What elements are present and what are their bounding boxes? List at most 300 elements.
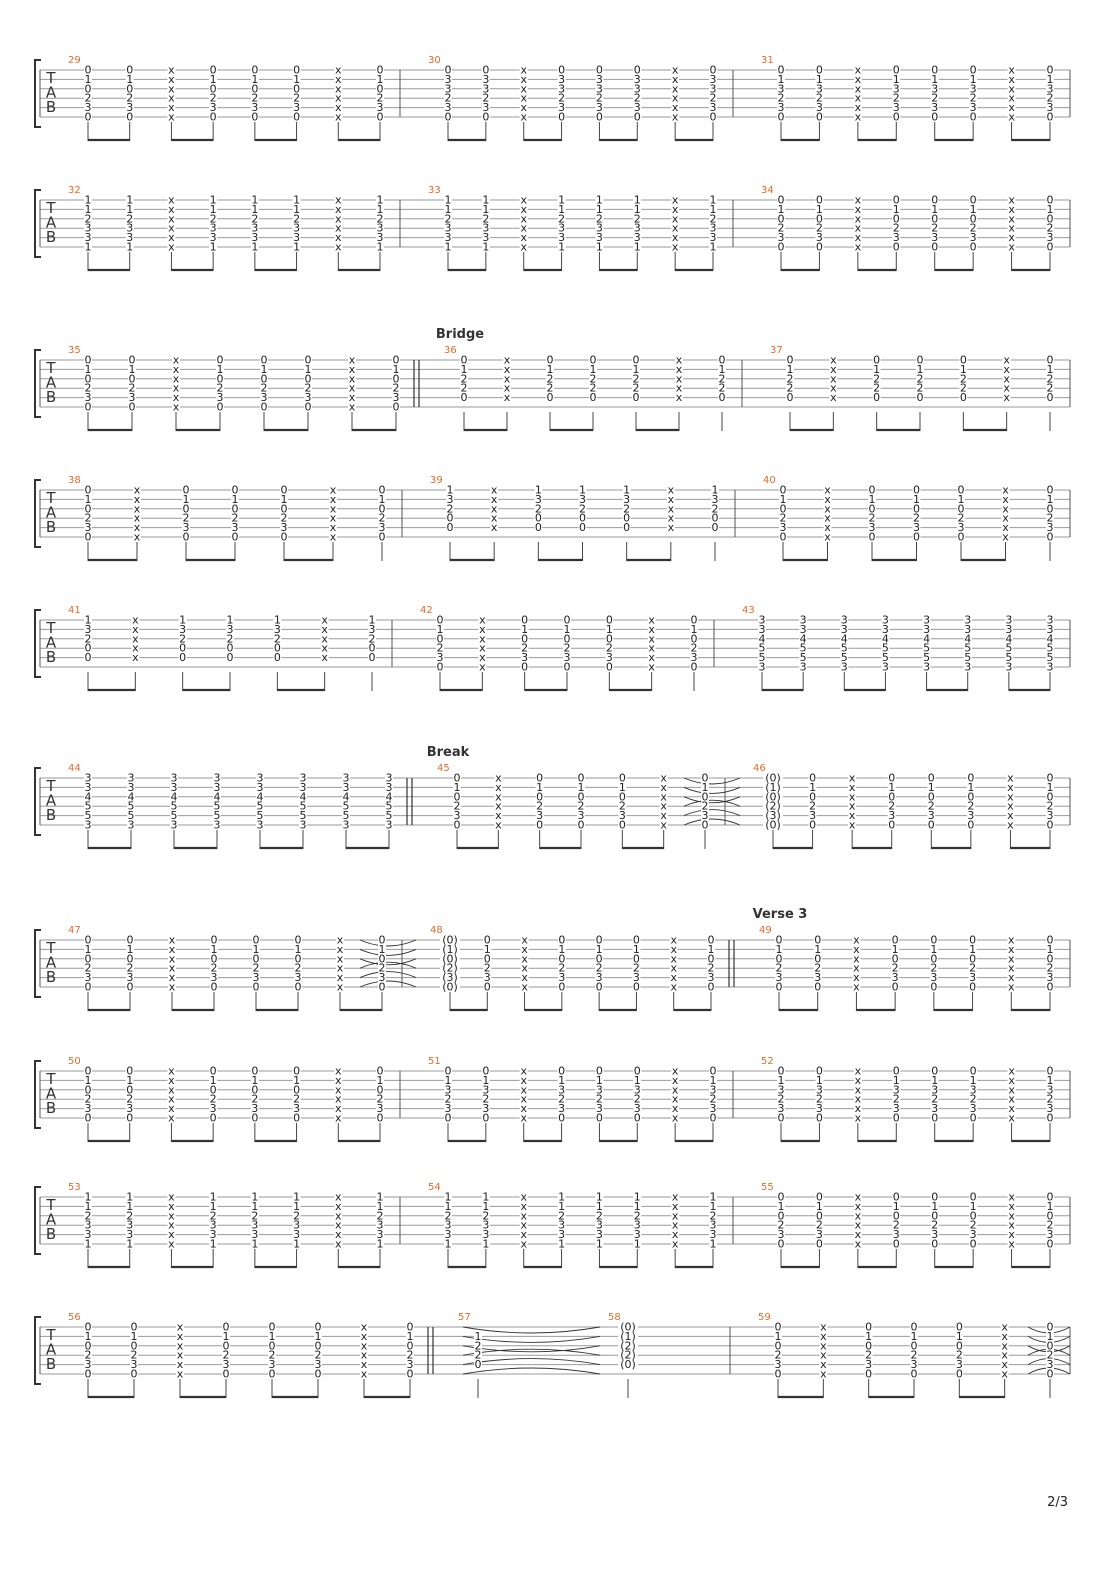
fret-number: 0: [910, 1367, 918, 1381]
fret-number: 3: [558, 1102, 566, 1116]
fret-number: 3: [774, 1358, 782, 1372]
fret-number: x: [648, 660, 655, 674]
fret-number: 1: [633, 1199, 641, 1213]
fret-number: 3: [1046, 82, 1054, 96]
measure-number: 35: [68, 345, 81, 356]
fret-number: 5: [342, 799, 350, 813]
fret-number: x: [479, 613, 486, 627]
fret-number: 0: [969, 193, 977, 207]
fret-number: 3: [534, 492, 542, 506]
fret-number: 0: [969, 952, 977, 966]
fret-number: 2: [814, 961, 822, 975]
fret-number: 2: [711, 502, 719, 516]
fret-number: 0: [209, 1083, 217, 1097]
fret-number: 0: [701, 771, 709, 785]
fret-number: x: [335, 202, 342, 216]
fret-number: x: [503, 353, 511, 367]
fret-number: x: [335, 72, 342, 86]
fret-number: x: [1008, 1228, 1015, 1242]
fret-number: 0: [707, 933, 715, 947]
fret-number: 0: [595, 933, 603, 947]
measure-number: 56: [68, 1312, 81, 1323]
fret-number: 4: [256, 790, 264, 804]
fret-number: x: [854, 202, 862, 216]
fret-number: x: [520, 1228, 527, 1242]
fret-number: x: [854, 193, 862, 207]
fret-number: x: [671, 63, 679, 77]
fret-number: 3: [126, 1218, 134, 1232]
fret-number: 3: [294, 971, 302, 985]
fret-number: 3: [969, 971, 977, 985]
fret-number: 3: [84, 391, 92, 405]
fret-number: 5: [923, 651, 931, 665]
fret-number: 0: [222, 1339, 230, 1353]
fret-number: x: [853, 980, 860, 994]
fret-number: 3: [256, 771, 264, 785]
fret-number: 0: [618, 790, 626, 804]
fret-number: 3: [482, 1083, 490, 1097]
fret-number: 1: [268, 1329, 276, 1343]
tab-system: [35, 185, 1070, 271]
fret-number: x: [854, 63, 862, 77]
fret-number: 0: [605, 660, 613, 674]
fret-number: 0: [84, 1367, 92, 1381]
fret-number: 3: [913, 521, 920, 535]
tab-system: [35, 907, 1070, 1011]
fret-number: x: [168, 942, 176, 956]
fret-number: 3: [758, 622, 766, 636]
fret-number: 0: [957, 530, 965, 544]
fret-number: 0: [231, 530, 239, 544]
fret-number: 3: [558, 1218, 566, 1232]
fret-number: 0: [589, 353, 597, 367]
fret-number: 1: [226, 613, 234, 627]
fret-number: 0: [969, 63, 977, 77]
fret-number: x: [854, 1228, 862, 1242]
fret-number: 0: [1046, 952, 1054, 966]
fret-number: 0: [182, 502, 190, 516]
fret-number: x: [820, 1358, 827, 1372]
fret-number: x: [168, 1218, 175, 1232]
fret-number: 0: [260, 400, 268, 414]
fret-number: 3: [709, 101, 717, 115]
fret-number: 1: [209, 1237, 217, 1251]
fret-number: 2: [892, 1092, 900, 1106]
fret-number: 0: [927, 771, 935, 785]
fret-number: x: [671, 1228, 679, 1242]
fret-number: x: [335, 63, 342, 77]
fret-number: 2: [251, 91, 259, 105]
fret-number: 3: [209, 221, 217, 235]
fret-number: 0: [453, 818, 461, 832]
fret-number: 1: [709, 1190, 717, 1204]
fret-number: 1: [209, 1190, 217, 1204]
fret-number: 2: [1046, 1092, 1054, 1106]
fret-number: 3: [482, 72, 490, 86]
fret-number: 2: [376, 91, 384, 105]
fret-number: x: [520, 82, 527, 96]
fret-number: 2: [632, 381, 640, 395]
fret-number: 2: [182, 511, 190, 525]
measure-number: 31: [761, 55, 774, 66]
fret-number: 3: [342, 771, 350, 785]
fret-number: 0: [632, 980, 640, 994]
fret-number: 0: [1046, 240, 1054, 254]
fret-number: 0: [701, 818, 709, 832]
fret-number: 3: [376, 1228, 384, 1242]
fret-number: x: [848, 799, 856, 813]
fret-number: 3: [814, 971, 822, 985]
fret-number: 3: [892, 1102, 900, 1116]
fret-number: 0: [392, 372, 400, 386]
fret-number: x: [176, 1329, 184, 1343]
fret-number: 1: [126, 202, 134, 216]
fret-number: 4: [840, 632, 848, 646]
fret-number: 3: [84, 780, 92, 794]
fret-number: x: [520, 1102, 527, 1116]
fret-number: 2: [126, 961, 134, 975]
fret-number: 1: [209, 1073, 217, 1087]
measure-number: 42: [420, 605, 433, 616]
fret-number: 0: [563, 632, 571, 646]
tab-clef-letter: T: [46, 777, 56, 795]
fret-number: 1: [521, 622, 529, 636]
fret-number: 2: [444, 212, 452, 226]
fret-number: (3): [442, 971, 458, 985]
fret-number: 1: [888, 780, 896, 794]
fret-number: 3: [482, 1218, 490, 1232]
fret-number: 0: [967, 771, 975, 785]
fret-number: 0: [294, 952, 302, 966]
fret-number: 0: [632, 933, 640, 947]
fret-number: x: [824, 483, 831, 497]
fret-number: 1: [84, 72, 92, 86]
fret-number: 3: [482, 101, 490, 115]
fret-number: 3: [127, 818, 135, 832]
fret-number: 0: [931, 193, 939, 207]
tab-clef-letter: B: [45, 98, 57, 116]
fret-number: 2: [558, 1092, 566, 1106]
fret-number: x: [479, 622, 486, 636]
fret-number: x: [168, 961, 176, 975]
fret-number: 3: [213, 818, 221, 832]
fret-number: 1: [252, 942, 260, 956]
fret-number: x: [520, 63, 527, 77]
fret-number: (1): [765, 780, 781, 794]
fret-number: 1: [595, 202, 603, 216]
fret-number: 0: [969, 1064, 977, 1078]
fret-number: 3: [927, 809, 935, 823]
fret-number: 3: [595, 1228, 603, 1242]
fret-number: (0): [442, 933, 458, 947]
fret-number: 0: [774, 1320, 782, 1334]
fret-number: x: [670, 933, 677, 947]
fret-number: 1: [777, 1073, 785, 1087]
fret-number: x: [495, 790, 502, 804]
fret-number: 0: [84, 353, 92, 367]
measure-number: 54: [428, 1182, 441, 1193]
tab-clef-letter: B: [45, 228, 57, 246]
fret-number: 0: [293, 110, 301, 124]
fret-number: 1: [534, 483, 542, 497]
measure-number: 39: [430, 475, 443, 486]
fret-number: x: [132, 641, 139, 655]
fret-number: 1: [595, 1237, 603, 1251]
fret-number: x: [168, 72, 175, 86]
fret-number: 1: [84, 202, 92, 216]
fret-number: 1: [913, 492, 920, 506]
fret-number: 0: [84, 110, 92, 124]
fret-number: 3: [777, 1083, 785, 1097]
fret-number: x: [1001, 1358, 1008, 1372]
fret-number: 0: [595, 980, 603, 994]
fret-number: 1: [378, 942, 386, 956]
fret-number: 3: [293, 221, 301, 235]
fret-number: x: [1002, 502, 1009, 516]
fret-number: 4: [213, 790, 221, 804]
fret-number: 1: [280, 492, 288, 506]
fret-number: 0: [84, 483, 92, 497]
fret-number: x: [824, 511, 831, 525]
fret-number: 1: [209, 72, 217, 86]
fret-number: 0: [216, 372, 224, 386]
fret-number: 3: [1046, 1083, 1054, 1097]
fret-number: x: [495, 780, 502, 794]
fret-number: 0: [268, 1320, 276, 1334]
fret-number: 2: [482, 91, 490, 105]
fret-number: x: [671, 1218, 679, 1232]
fret-number: 2: [483, 961, 491, 975]
fret-number: 3: [256, 780, 264, 794]
fret-number: 0: [930, 933, 938, 947]
fret-number: x: [132, 613, 139, 627]
fret-number: 2: [595, 1209, 603, 1223]
fret-number: 2: [718, 381, 726, 395]
fret-number: 0: [892, 63, 900, 77]
fret-number: 0: [128, 353, 136, 367]
fret-number: 1: [483, 942, 491, 956]
fret-number: x: [176, 1358, 184, 1372]
fret-number: 0: [406, 1339, 414, 1353]
fret-number: 2: [777, 1092, 785, 1106]
fret-number: 3: [84, 1102, 92, 1116]
fret-number: (0): [765, 771, 781, 785]
fret-number: 3: [385, 771, 393, 785]
fret-number: 3: [623, 492, 631, 506]
fret-number: 0: [444, 110, 452, 124]
fret-number: x: [336, 933, 344, 947]
fret-number: 3: [314, 1358, 322, 1372]
fret-number: 0: [84, 980, 92, 994]
fret-number: x: [321, 622, 328, 636]
fret-number: 2: [179, 632, 187, 646]
fret-number: x: [854, 1083, 862, 1097]
fret-number: 2: [558, 961, 566, 975]
fret-number: 0: [957, 483, 965, 497]
fret-number: 1: [809, 780, 817, 794]
fret-number: 2: [595, 212, 603, 226]
fret-number: x: [335, 1218, 342, 1232]
fret-number: 1: [1046, 1329, 1054, 1343]
fret-number: x: [854, 1190, 862, 1204]
fret-number: 0: [376, 1111, 384, 1125]
fret-number: 3: [84, 818, 92, 832]
fret-number: 2: [815, 91, 823, 105]
fret-number: 3: [376, 231, 384, 245]
fret-number: 0: [1046, 483, 1054, 497]
fret-number: 2: [969, 91, 977, 105]
fret-number: 0: [460, 391, 468, 405]
fret-number: 2: [709, 1209, 717, 1223]
fret-number: 2: [1046, 511, 1054, 525]
fret-number: 0: [376, 82, 384, 96]
fret-number: 2: [453, 799, 461, 813]
fret-number: 3: [209, 1102, 217, 1116]
fret-number: 2: [126, 1209, 134, 1223]
fret-number: 2: [268, 1348, 276, 1362]
fret-number: x: [1003, 362, 1010, 376]
fret-number: x: [1008, 933, 1015, 947]
fret-number: x: [335, 1209, 342, 1223]
fret-number: 3: [633, 1218, 641, 1232]
fret-number: 0: [216, 400, 224, 414]
fret-number: 0: [280, 502, 288, 516]
tab-clef-letter: B: [45, 1355, 57, 1373]
tab-clef-letter: B: [45, 388, 57, 406]
fret-number: 1: [595, 1190, 603, 1204]
fret-number: 2: [595, 91, 603, 105]
fret-number: x: [479, 660, 486, 674]
fret-number: 2: [809, 799, 817, 813]
fret-number: 2: [378, 511, 386, 525]
fret-number: x: [335, 110, 342, 124]
fret-number: 3: [293, 231, 301, 245]
fret-number: 0: [294, 933, 302, 947]
fret-number: 1: [474, 1329, 482, 1343]
fret-number: 2: [1046, 381, 1054, 395]
fret-number: 3: [378, 971, 386, 985]
fret-number: 2: [446, 502, 454, 516]
fret-number: 4: [127, 790, 135, 804]
fret-number: 1: [957, 492, 965, 506]
fret-number: 2: [460, 372, 468, 386]
fret-number: x: [1008, 1073, 1015, 1087]
fret-number: 0: [959, 391, 967, 405]
fret-number: 2: [892, 1218, 900, 1232]
fret-number: 3: [709, 231, 717, 245]
fret-number: x: [520, 193, 527, 207]
fret-number: 3: [931, 1228, 939, 1242]
fret-number: 0: [1046, 818, 1054, 832]
fret-number: 1: [536, 780, 544, 794]
fret-number: 0: [251, 1064, 259, 1078]
fret-number: x: [648, 651, 655, 665]
fret-number: 3: [595, 221, 603, 235]
fret-number: x: [520, 231, 527, 245]
fret-number: 1: [446, 483, 454, 497]
fret-number: 0: [774, 1339, 782, 1353]
fret-number: 2: [209, 212, 217, 226]
fret-number: 0: [633, 110, 641, 124]
fret-number: 2: [777, 91, 785, 105]
fret-number: x: [168, 1073, 175, 1087]
fret-number: x: [1008, 91, 1015, 105]
fret-number: 3: [758, 613, 766, 627]
measure-number: 59: [758, 1312, 771, 1323]
fret-number: x: [670, 971, 677, 985]
fret-number: x: [132, 651, 139, 665]
fret-number: x: [335, 1092, 342, 1106]
fret-number: x: [168, 933, 176, 947]
fret-number: 3: [633, 72, 641, 86]
fret-number: x: [336, 971, 344, 985]
fret-number: 2: [589, 381, 597, 395]
fret-number: 3: [293, 1228, 301, 1242]
fret-number: x: [133, 521, 141, 535]
fret-number: 1: [1046, 942, 1054, 956]
fret-number: x: [336, 952, 344, 966]
fret-number: 3: [482, 221, 490, 235]
fret-number: 1: [179, 613, 187, 627]
fret-number: 0: [84, 651, 92, 665]
fret-number: 2: [969, 221, 977, 235]
fret-number: 2: [927, 799, 935, 813]
fret-number: x: [348, 362, 356, 376]
fret-number: 0: [84, 933, 92, 947]
fret-number: 1: [815, 1073, 823, 1087]
fret-number: 1: [814, 942, 822, 956]
fret-number: x: [176, 1339, 184, 1353]
fret-number: 3: [216, 391, 224, 405]
fret-number: 0: [779, 483, 787, 497]
fret-number: x: [660, 771, 667, 785]
fret-number: 0: [910, 1320, 918, 1334]
fret-number: 3: [881, 660, 889, 674]
fret-number: 2: [304, 381, 312, 395]
fret-number: x: [520, 1209, 527, 1223]
fret-number: x: [132, 622, 139, 636]
fret-number: 0: [892, 212, 900, 226]
fret-number: 1: [931, 1199, 939, 1213]
fret-number: 2: [910, 1348, 918, 1362]
fret-number: 1: [209, 193, 217, 207]
fret-number: 0: [777, 1064, 785, 1078]
fret-number: x: [1008, 1092, 1015, 1106]
fret-number: 3: [444, 231, 452, 245]
fret-number: 0: [209, 63, 217, 77]
tab-clef-letter: A: [45, 373, 57, 392]
fret-number: 4: [799, 632, 807, 646]
fret-number: 2: [84, 212, 92, 226]
tab-clef-letter: A: [45, 83, 57, 102]
fret-number: 0: [126, 63, 134, 77]
fret-number: (1): [442, 942, 458, 956]
fret-number: 3: [299, 771, 307, 785]
fret-number: 0: [888, 790, 896, 804]
fret-number: 3: [931, 1083, 939, 1097]
fret-number: 0: [815, 1111, 823, 1125]
fret-number: x: [1002, 483, 1009, 497]
tab-clef-letter: A: [45, 503, 57, 522]
fret-number: 0: [969, 212, 977, 226]
fret-number: 0: [892, 1237, 900, 1251]
fret-number: 3: [923, 660, 931, 674]
fret-number: 0: [868, 530, 876, 544]
fret-number: 1: [589, 362, 597, 376]
fret-number: x: [648, 622, 655, 636]
fret-number: x: [671, 1083, 679, 1097]
fret-number: 3: [1046, 613, 1054, 627]
